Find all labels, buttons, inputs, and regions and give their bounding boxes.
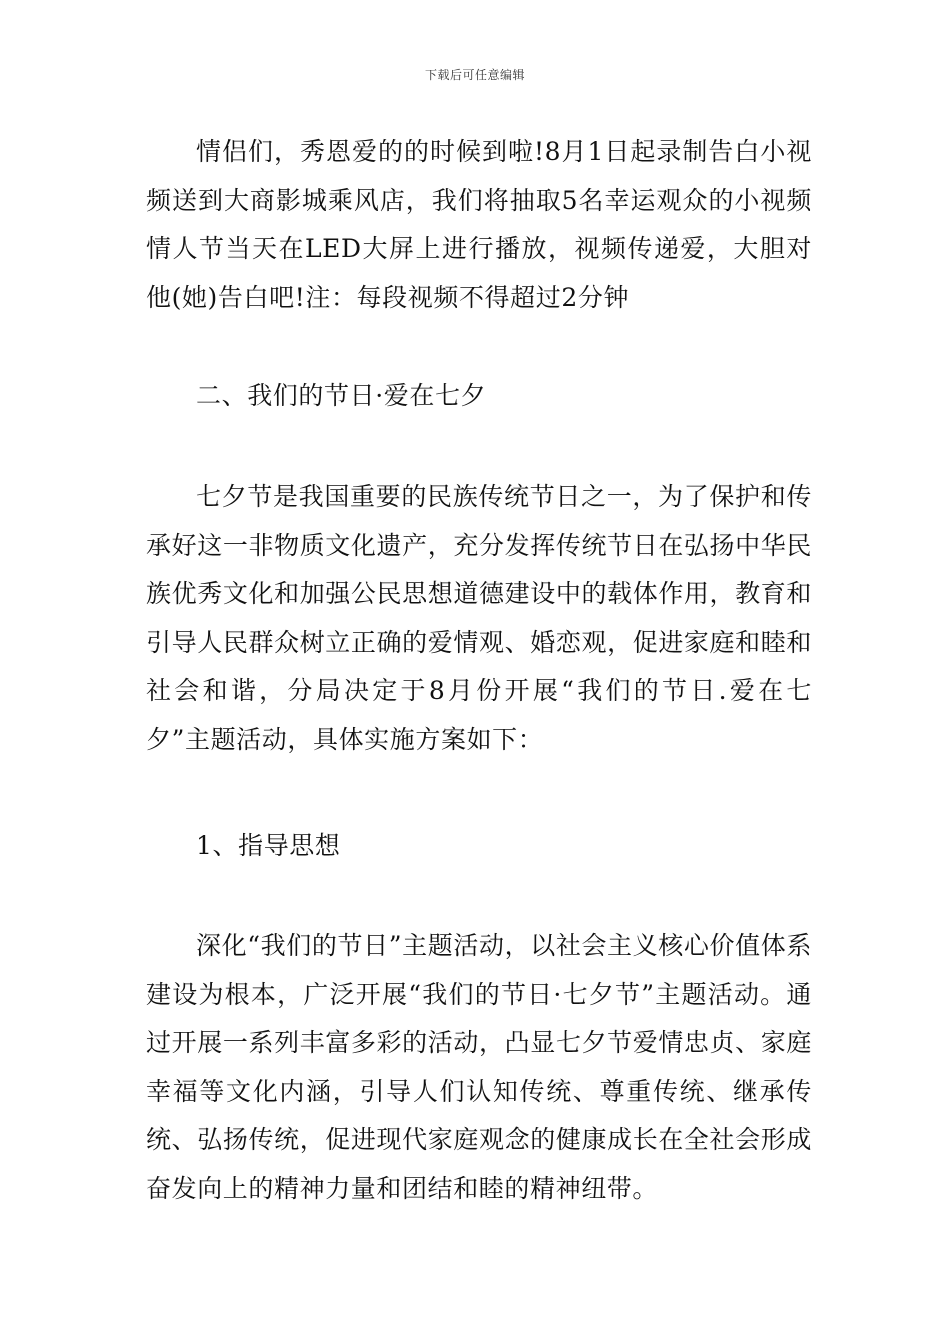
paragraph-guiding-thought: 深化“我们的节日”主题活动，以社会主义核心价值体系建设为根本，广泛开展“我们的节日·七夕节”主题活动。通过开展一系列丰富多彩的活动，凸显七夕节爱情忠贞、家庭幸福等文化内涵，引导人们认知传统、尊重传统、继承传统、弘扬传统，促进现代家庭观念的健康成长在全社会形成奋发向上的精神力量和团结和睦的精神纽带。 <box>146 931 812 1203</box>
header-note: 下载后可任意编辑 <box>424 68 525 82</box>
section-heading-guiding-thought: 1、指导思想 <box>196 831 341 860</box>
paragraph-video-confession: 情侣们，秀恩爱的的时候到啦!8月1日起录制告白小视频送到大商影城乘风店，我们将抽取5名幸运观众的小视频情人节当天在LED大屏上进行播放，视频传递爱，大胆对他(她)告白吧!注：每段视频不得超过2分钟 <box>146 137 812 312</box>
section-heading-festival: 二、我们的节日·爱在七夕 <box>196 381 487 410</box>
paragraph-qixi-intro: 七夕节是我国重要的民族传统节日之一，为了保护和传承好这一非物质文化遗产，充分发挥传统节日在弘扬中华民族优秀文化和加强公民思想道德建设中的载体作用，教育和引导人民群众树立正确的爱情观、婚恋观，促进家庭和睦和社会和谐，分局决定于8月份开展“我们的节日.爱在七夕”主题活动，具体实施方案如下： <box>146 482 812 754</box>
